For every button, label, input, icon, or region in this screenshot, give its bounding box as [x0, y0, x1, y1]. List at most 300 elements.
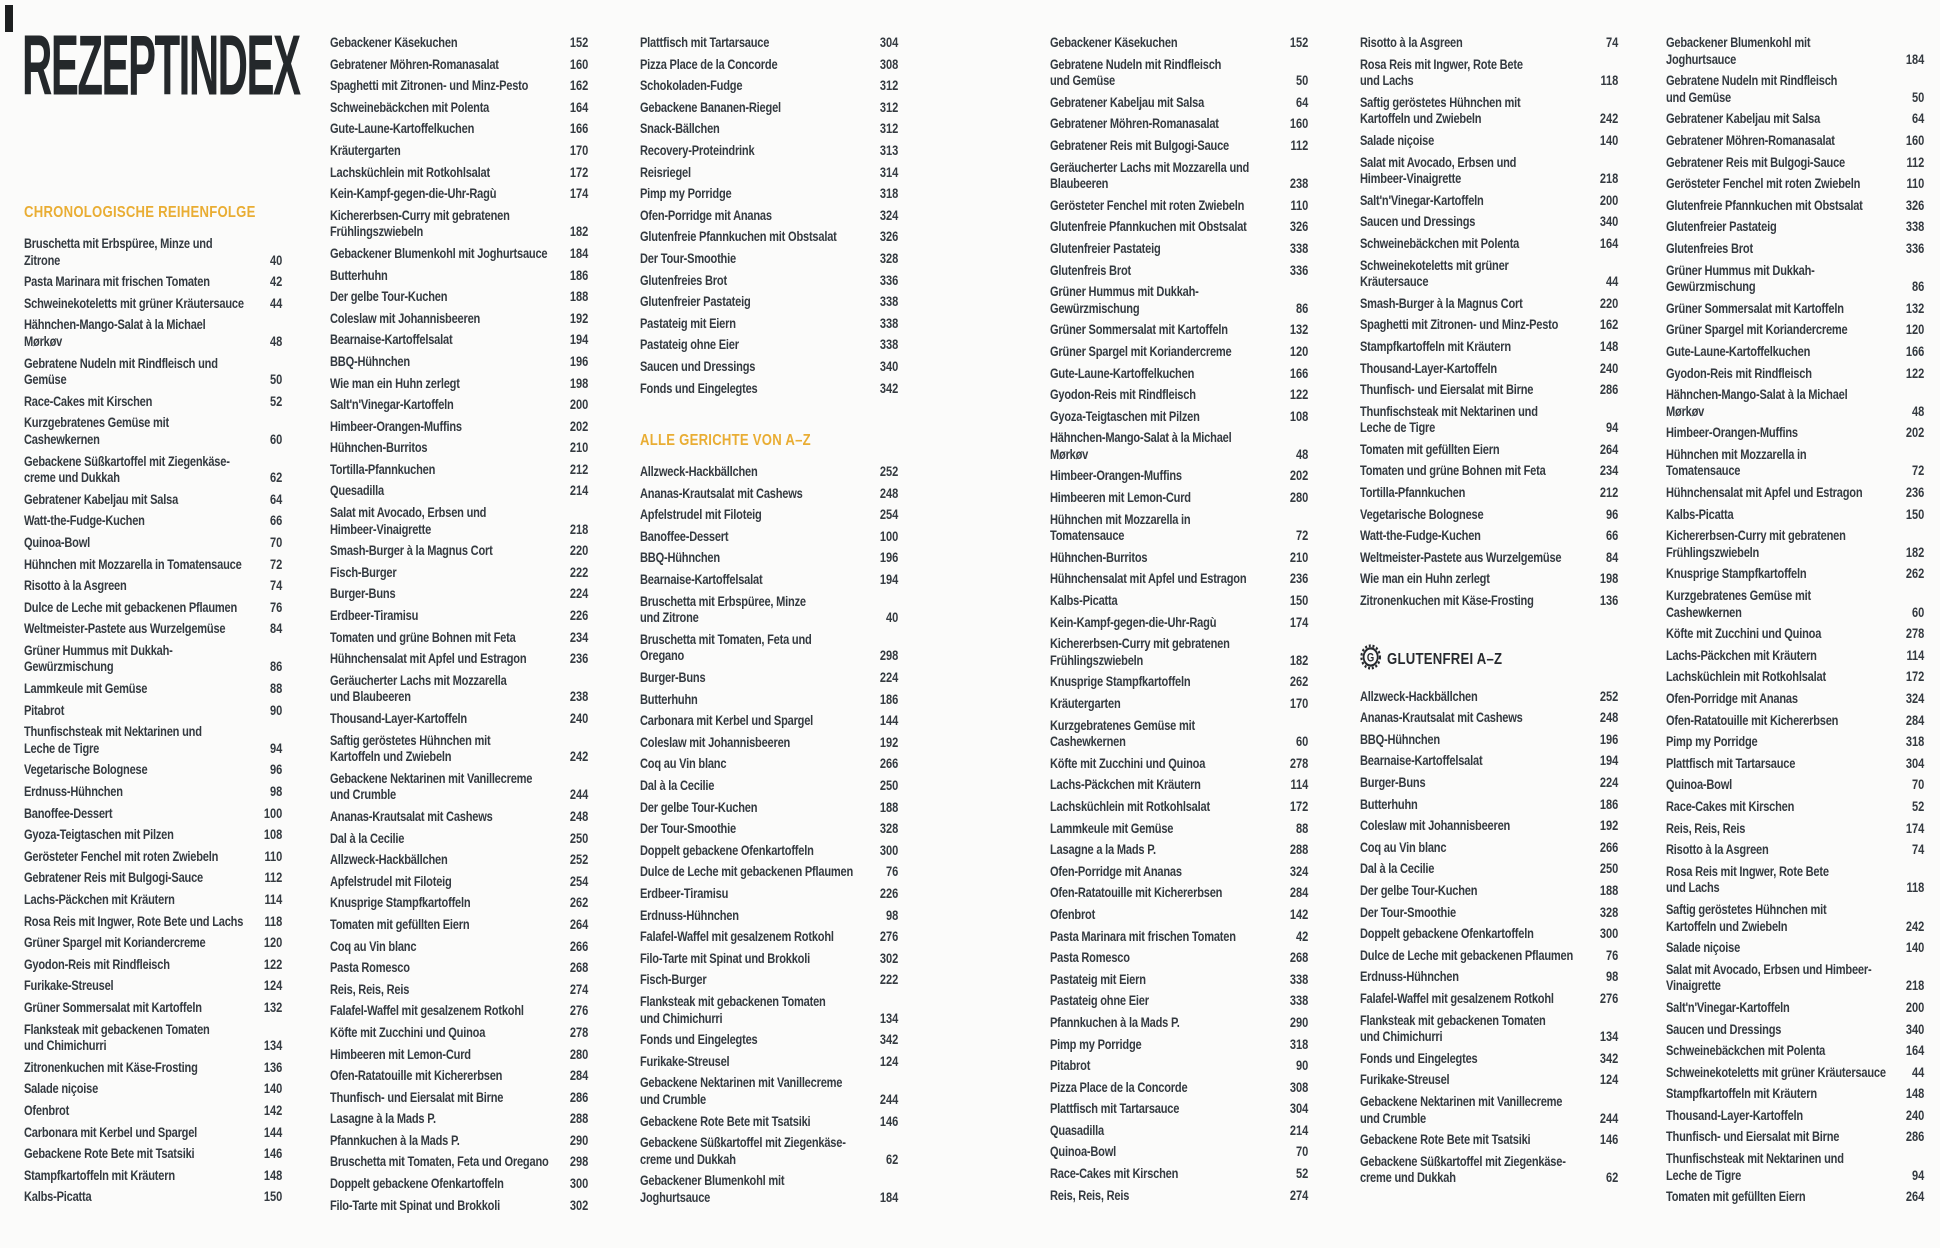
recipe-name-line: Pfannkuchen à la Mads P.: [1050, 1014, 1180, 1030]
index-entry: [1050, 799, 1308, 816]
recipe-name-line: und Crumble: [330, 787, 397, 803]
recipe-name: [1360, 1051, 1587, 1068]
recipe-name-line: Oregano: [640, 648, 685, 664]
section-heading: [24, 203, 282, 222]
index-entry: [640, 713, 898, 730]
page-number: 60: [269, 431, 283, 447]
page-number: 336: [1289, 262, 1309, 278]
page-number: 160: [569, 56, 589, 72]
page-number: 90: [1295, 1058, 1309, 1074]
recipe-name-line: Tortilla-Pfannkuchen: [1360, 485, 1466, 501]
recipe-name: [330, 1068, 557, 1085]
recipe-name-line: Lasagne a la Mads P.: [1050, 842, 1156, 858]
page-number: 218: [1905, 978, 1925, 994]
recipe-name: [1666, 777, 1893, 794]
index-entry: [1666, 799, 1924, 816]
recipe-name: [24, 513, 251, 530]
page-number: 52: [1295, 1166, 1309, 1182]
recipe-name: [330, 165, 557, 182]
recipe-name-line: Gebratene Nudeln mit Rindfleisch: [1050, 56, 1222, 72]
recipe-name-line: Dulce de Leche mit gebackenen Pflaumen: [1360, 947, 1574, 963]
recipe-name: [24, 806, 251, 823]
page-number: 166: [569, 121, 589, 137]
recipe-name: [1050, 674, 1277, 691]
recipe-name: [24, 957, 251, 974]
page-number: 314: [879, 164, 899, 180]
recipe-name: [1360, 840, 1587, 857]
index-entry: [640, 821, 898, 838]
recipe-name: [640, 337, 867, 354]
recipe-name: [640, 57, 867, 74]
recipe-name: [1666, 626, 1893, 643]
index-entry: [640, 864, 898, 881]
index-entry: [640, 273, 898, 290]
index-entry: [330, 397, 588, 414]
recipe-name-line: Cashewkernen: [24, 431, 100, 447]
recipe-name-line: Himbeer-Orangen-Muffins: [330, 418, 462, 434]
index-entry: [640, 359, 898, 376]
page-number: 214: [569, 483, 589, 499]
index-entry: [640, 908, 898, 925]
recipe-name-line: Grüner Sommersalat mit Kartoffeln: [1050, 322, 1228, 338]
recipe-name: [640, 692, 867, 709]
recipe-name-line: Wie man ein Huhn zerlegt: [330, 375, 460, 391]
page-number: 40: [269, 252, 283, 268]
recipe-name: [1360, 214, 1587, 231]
index-entry: [1666, 777, 1924, 794]
recipe-name-line: Geräucherter Lachs mit Mozzarella und: [1050, 159, 1250, 175]
page-number: 44: [269, 295, 283, 311]
recipe-name-line: Burger-Buns: [1360, 775, 1426, 790]
page-number: 72: [1295, 528, 1309, 544]
recipe-name-line: Schweinebäckchen mit Polenta: [1666, 1043, 1826, 1059]
index-entry: [1666, 1065, 1924, 1082]
recipe-name-line: BBQ-Hühnchen: [640, 550, 720, 566]
recipe-name-line: Glutenfreie Pfannkuchen mit Obstsalat: [640, 229, 837, 245]
page-number: 76: [269, 599, 283, 615]
index-entry: [1666, 1108, 1924, 1125]
recipe-name: [330, 397, 557, 414]
page-title: REZEPTINDEX: [22, 16, 300, 113]
index-entry: [330, 268, 588, 285]
recipe-name: [330, 630, 557, 647]
page-number: 184: [569, 245, 589, 261]
page-number: 286: [1905, 1129, 1925, 1145]
recipe-name-line: Stampfkartoffeln mit Kräutern: [1666, 1086, 1817, 1102]
page-number: 324: [879, 207, 899, 223]
index-entry: [640, 121, 898, 138]
page-number: 60: [1911, 604, 1925, 620]
recipe-name-line: Himbeer-Vinaigrette: [1360, 171, 1462, 187]
recipe-name: [1360, 528, 1587, 545]
index-entry: [1666, 198, 1924, 215]
recipe-name: [1360, 861, 1587, 878]
recipe-name-line: Pastateig ohne Eier: [640, 337, 739, 353]
recipe-name-line: Mørkøv: [24, 333, 63, 349]
recipe-name-line: Grüner Sommersalat mit Kartoffeln: [24, 999, 202, 1015]
index-entry: [1050, 263, 1308, 280]
recipe-name: [330, 651, 557, 668]
page-number: 220: [1599, 295, 1619, 311]
recipe-name: [330, 354, 557, 371]
recipe-name-line: Pasta Marinara mit frischen Tomaten: [24, 274, 210, 290]
recipe-name-line: Köfte mit Zucchini und Quinoa: [1050, 755, 1206, 771]
recipe-name: [1360, 710, 1587, 727]
recipe-name: [640, 294, 867, 311]
page-number: 76: [1605, 947, 1619, 963]
index-entry: [1666, 73, 1924, 106]
index-entry: [1360, 550, 1618, 567]
page-number: 192: [879, 734, 899, 750]
recipe-name-line: Rosa Reis mit Ingwer, Rote Bete und Lachs: [24, 913, 244, 929]
index-entry: [1360, 507, 1618, 524]
index-entry: [1666, 902, 1924, 935]
recipe-name-line: Vegetarische Bolognese: [24, 762, 148, 778]
recipe-name-line: creme und Dukkah: [24, 470, 120, 486]
page-number: 152: [569, 35, 589, 50]
index-entry: [24, 784, 282, 801]
page-number: 74: [1911, 842, 1925, 858]
recipe-name-line: Salat mit Avocado, Erbsen und: [330, 505, 487, 521]
recipe-name-line: Gewürzmischung: [1666, 279, 1756, 295]
recipe-name-line: Reis, Reis, Reis: [330, 981, 410, 997]
page-number: 200: [1905, 999, 1925, 1015]
recipe-name-line: Race-Cakes mit Kirschen: [1666, 798, 1795, 814]
page-number: 48: [269, 333, 283, 349]
index-entry: [1050, 950, 1308, 967]
page-number: 70: [1911, 777, 1925, 793]
index-entry: [1666, 263, 1924, 296]
recipe-name: [1050, 593, 1277, 610]
recipe-name: [24, 1146, 251, 1163]
page-number: 112: [1290, 137, 1309, 153]
recipe-name-line: Saucen und Dressings: [1666, 1021, 1782, 1037]
recipe-name: [330, 57, 557, 74]
recipe-name-line: Knusprige Stampfkartoffeln: [1666, 566, 1807, 582]
page-number: 66: [269, 513, 283, 529]
page-number: 124: [263, 978, 283, 994]
index-entry: [1360, 732, 1618, 749]
recipe-name-line: Bruschetta mit Erbspüree, Minze und: [24, 236, 213, 251]
index-entry: [1050, 615, 1308, 632]
recipe-name-line: Kalbs-Picatta: [24, 1189, 92, 1205]
recipe-name: [1360, 296, 1587, 313]
recipe-name: [330, 852, 557, 869]
recipe-name-line: Erdnuss-Hühnchen: [640, 907, 739, 923]
recipe-name-line: Recovery-Proteindrink: [640, 142, 755, 158]
recipe-name: [1666, 756, 1893, 773]
index-entry: [640, 57, 898, 74]
index-entry: [24, 957, 282, 974]
recipe-name-line: Himbeer-Vinaigrette: [330, 521, 432, 537]
index-entry: [640, 529, 898, 546]
recipe-name: [640, 864, 867, 881]
page-number: 122: [263, 956, 283, 972]
index-entry: [1050, 219, 1308, 236]
page-number: 326: [879, 229, 899, 245]
page-number: 268: [569, 960, 589, 976]
index-entry: [1666, 626, 1924, 643]
recipe-name: [24, 1103, 251, 1120]
page-number: 288: [569, 1111, 589, 1127]
page-number: 340: [1905, 1021, 1925, 1037]
recipe-name-line: Hühnchen-Burritos: [1050, 549, 1148, 565]
page-number: 324: [1905, 691, 1925, 706]
recipe-name: [330, 565, 557, 582]
index-entry: [640, 800, 898, 817]
recipe-name: [640, 78, 867, 95]
page-number: 94: [269, 740, 283, 756]
page-number: 172: [1289, 798, 1309, 814]
recipe-name-line: Salade niçoise: [24, 1081, 99, 1097]
recipe-name: [640, 1054, 867, 1071]
recipe-name: [330, 78, 557, 95]
recipe-name: [1666, 734, 1893, 751]
recipe-name-line: Butterhuhn: [330, 267, 388, 283]
page-number: 304: [1289, 1101, 1309, 1117]
recipe-name-line: Fonds und Eingelegtes: [640, 380, 758, 396]
recipe-name: [24, 600, 251, 617]
page-number: 308: [879, 56, 899, 72]
index-column-chrono-1: [24, 203, 282, 1211]
index-entry: [1666, 1043, 1924, 1060]
recipe-name: [640, 35, 867, 52]
recipe-name-line: Risotto à la Asgreen: [1666, 842, 1769, 858]
index-entry: [1050, 885, 1308, 902]
recipe-name: [1666, 198, 1893, 215]
index-entry: [330, 246, 588, 263]
recipe-name: [330, 939, 557, 956]
page-number: 182: [1905, 544, 1925, 560]
index-column-az-3-glutenfrei-1: [1360, 35, 1618, 1192]
recipe-name: [24, 621, 251, 638]
recipe-name: [1666, 1000, 1893, 1017]
recipe-name: [1666, 447, 1893, 480]
recipe-name-line: Pasta Romesco: [330, 960, 410, 976]
page-number: 188: [1599, 882, 1619, 898]
index-entry: [330, 960, 588, 977]
recipe-name-line: Furikake-Streusel: [640, 1053, 730, 1069]
recipe-name-line: Weltmeister-Pastete aus Wurzelgemüse: [24, 621, 226, 637]
index-entry: [330, 35, 588, 52]
page-number: 98: [885, 907, 899, 923]
recipe-name: [1050, 219, 1277, 236]
index-entry: [1050, 322, 1308, 339]
index-entry: [640, 507, 898, 524]
recipe-name: [640, 670, 867, 687]
recipe-name-line: Tomaten mit gefüllten Eiern: [1666, 1189, 1806, 1205]
recipe-name-line: Der Tour-Smoothie: [640, 250, 736, 266]
index-section: [640, 431, 898, 1206]
recipe-name: [24, 935, 251, 952]
recipe-name: [24, 1189, 251, 1206]
recipe-name-line: Hühnchen mit Mozzarella in Tomatensauce: [24, 556, 242, 572]
recipe-name-line: Pizza Place de la Concorde: [1050, 1079, 1188, 1095]
recipe-name-line: Der gelbe Tour-Kuchen: [330, 289, 448, 305]
recipe-name-line: Ofen-Porridge mit Ananas: [640, 207, 772, 223]
recipe-name-line: Spaghetti mit Zitronen- und Minz-Pesto: [1360, 317, 1559, 333]
index-entry: [1360, 797, 1618, 814]
index-entry: [640, 251, 898, 268]
page-number: 240: [569, 711, 589, 726]
page-number: 194: [1599, 753, 1619, 769]
page-number: 300: [879, 842, 899, 858]
page-number: 244: [1599, 1110, 1619, 1126]
page-number: 62: [1605, 1170, 1619, 1186]
recipe-name: [24, 1060, 251, 1077]
recipe-name-line: Spaghetti mit Zitronen- und Minz-Pesto: [330, 78, 529, 94]
page-number: 170: [569, 142, 589, 158]
recipe-name: [24, 356, 251, 389]
recipe-name-line: Pastateig mit Eiern: [640, 315, 736, 331]
page-number: 302: [879, 950, 899, 966]
recipe-name-line: Butterhuhn: [1360, 796, 1418, 812]
recipe-name-line: Gebackener Blumenkohl mit Joghurtsauce: [330, 245, 548, 261]
recipe-name-line: Blaubeeren: [1050, 176, 1109, 192]
index-entry: [1666, 241, 1924, 258]
recipe-name-line: Lachsküchlein mit Rotkohlsalat: [330, 164, 490, 180]
recipe-name: [1050, 799, 1277, 816]
page-number: 224: [879, 670, 899, 686]
recipe-name-line: Leche de Tigre: [24, 740, 100, 756]
index-entry: [640, 572, 898, 589]
recipe-name: [330, 771, 557, 804]
recipe-name-line: Dal à la Cecilie: [640, 778, 715, 793]
recipe-name: [1666, 1022, 1893, 1039]
index-entry: [640, 208, 898, 225]
index-entry: [1666, 648, 1924, 665]
page-number: 182: [569, 224, 589, 240]
recipe-name-line: Gebratener Möhren-Romanasalat: [1050, 116, 1219, 132]
recipe-name-line: Der Tour-Smoothie: [1360, 904, 1456, 920]
recipe-name: [330, 809, 557, 826]
index-entry: [1050, 993, 1308, 1010]
recipe-name: [1050, 263, 1277, 280]
recipe-name-line: und Crumble: [1360, 1110, 1427, 1126]
recipe-name: [330, 376, 557, 393]
recipe-name-line: Thunfisch- und Eiersalat mit Birne: [330, 1089, 504, 1105]
page-number: 222: [879, 972, 899, 988]
index-entry: [640, 186, 898, 203]
index-entry: [330, 809, 588, 826]
index-entry: [330, 462, 588, 479]
recipe-name-line: Gyoza-Teigtaschen mit Pilzen: [1050, 408, 1200, 424]
recipe-name: [1666, 1108, 1893, 1125]
page-number: 52: [269, 393, 283, 409]
recipe-name: [1666, 864, 1893, 897]
recipe-name-line: Tortilla-Pfannkuchen: [330, 461, 436, 477]
index-entry: [330, 711, 588, 728]
recipe-name: [330, 208, 557, 241]
recipe-name-line: Ananas-Krautsalat mit Cashews: [330, 808, 493, 824]
index-entry: [330, 1111, 588, 1128]
index-entry: [1666, 425, 1924, 442]
index-entry: [1050, 35, 1308, 52]
index-entry: [330, 1068, 588, 1085]
page-number: 286: [1599, 382, 1619, 398]
recipe-name: [640, 316, 867, 333]
page-number: 184: [879, 1189, 899, 1205]
index-entry: [1360, 317, 1618, 334]
recipe-name-line: Vinaigrette: [1666, 978, 1721, 994]
page-number: 252: [569, 852, 589, 868]
recipe-name: [1050, 1080, 1277, 1097]
page-number: 144: [879, 713, 899, 729]
index-entry: [640, 229, 898, 246]
recipe-name-line: Glutenfreis Brot: [1050, 262, 1131, 278]
page-number: 164: [1599, 235, 1619, 251]
recipe-name-line: Himbeer-Orangen-Muffins: [1666, 425, 1798, 441]
index-entry: [1360, 689, 1618, 706]
recipe-name-line: Dal à la Cecilie: [330, 830, 405, 846]
page-number: 118: [264, 913, 283, 929]
index-entry: [1360, 710, 1618, 727]
recipe-name-line: Apfelstrudel mit Filoteig: [330, 873, 452, 889]
recipe-name-line: Rosa Reis mit Ingwer, Rote Bete: [1360, 56, 1523, 72]
recipe-name-line: Leche de Tigre: [1360, 420, 1436, 436]
index-entry: [640, 294, 898, 311]
page-number: 142: [263, 1102, 283, 1118]
index-entry: [1050, 57, 1308, 90]
index-entry: [640, 735, 898, 752]
recipe-name: [1666, 962, 1893, 995]
recipe-name: [24, 681, 251, 698]
page-number: 236: [1905, 485, 1925, 501]
index-entry: [330, 874, 588, 891]
page-number: 134: [1599, 1029, 1619, 1045]
recipe-name-line: Gebackene Nektarinen mit Vanillecreme: [330, 770, 533, 786]
recipe-name: [1666, 1189, 1893, 1206]
recipe-name: [24, 415, 251, 448]
index-entry: [1050, 571, 1308, 588]
page-number: 164: [569, 99, 589, 115]
recipe-name: [330, 608, 557, 625]
recipe-name-line: Schweinekoteletts mit grüner Kräutersauce: [24, 295, 244, 311]
recipe-name-line: und Zitrone: [640, 610, 699, 626]
recipe-name-line: Glutenfreier Pastateig: [1050, 240, 1161, 256]
recipe-name-line: Schweinebäckchen mit Polenta: [1360, 235, 1520, 251]
recipe-name: [1050, 116, 1277, 133]
page-number: 132: [263, 999, 283, 1015]
index-entry: [640, 1114, 898, 1131]
recipe-name-line: Doppelt gebackene Ofenkartoffeln: [640, 842, 814, 858]
recipe-name-line: Stampfkartoffeln mit Kräutern: [1360, 338, 1511, 354]
recipe-name-line: Banoffee-Dessert: [640, 528, 729, 544]
recipe-name-line: Hühnchensalat mit Apfel und Estragon: [1050, 571, 1247, 587]
index-entry: [330, 939, 588, 956]
page-number: 302: [569, 1197, 589, 1213]
index-entry: [1050, 512, 1308, 545]
recipe-name: [1050, 696, 1277, 713]
recipe-name: [1050, 842, 1277, 859]
page-number: 114: [264, 892, 283, 907]
index-column-az-2: [1050, 35, 1308, 1209]
recipe-name-line: Stampfkartoffeln mit Kräutern: [24, 1167, 175, 1183]
recipe-name-line: Smash-Burger à la Magnus Cort: [330, 543, 493, 559]
page-number: 144: [263, 1124, 283, 1140]
recipe-name: [330, 289, 557, 306]
page-number: 166: [1905, 343, 1925, 359]
recipe-name-line: Quinoa-Bowl: [1050, 1144, 1117, 1160]
recipe-name-line: Erdbeer-Tiramisu: [330, 608, 419, 624]
page-number: 74: [269, 578, 283, 594]
page-number: 248: [1599, 710, 1619, 726]
index-entry: [24, 806, 282, 823]
recipe-name-line: Dal à la Cecilie: [1360, 861, 1435, 877]
index-section: [1360, 644, 1618, 1187]
index-entry: [24, 935, 282, 952]
recipe-name: [1050, 138, 1277, 155]
